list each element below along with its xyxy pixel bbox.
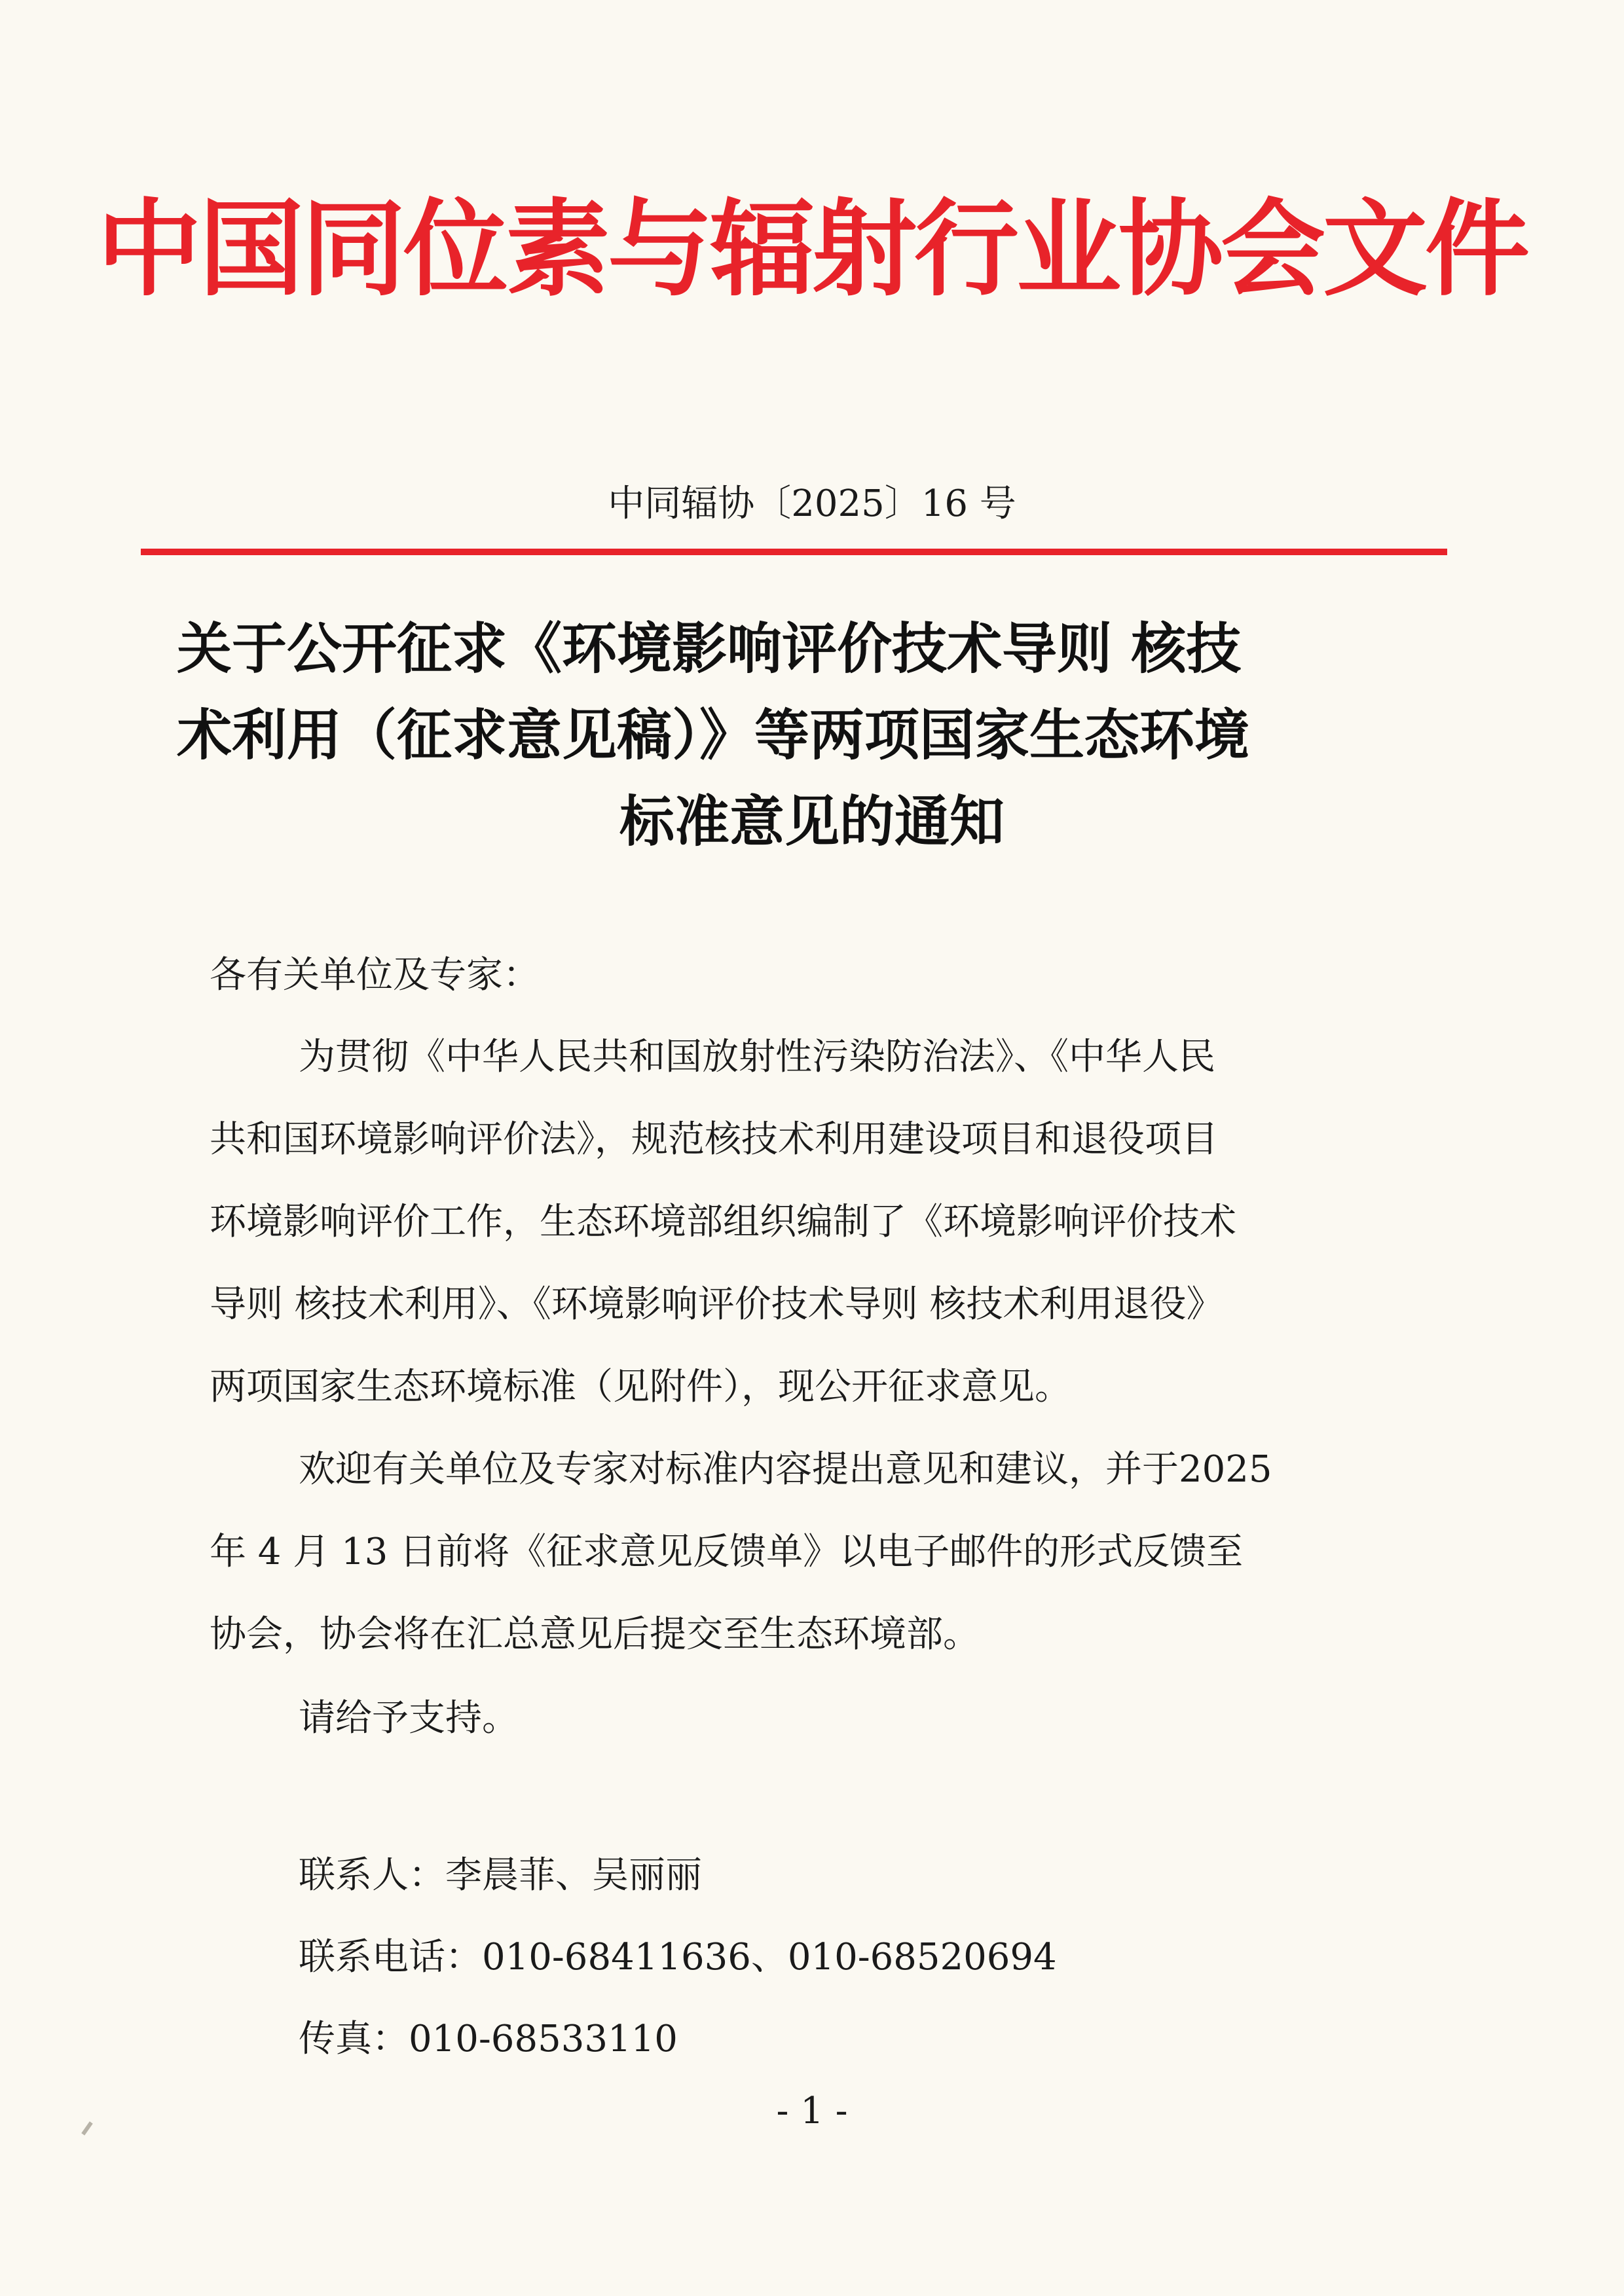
support-request: 请给予支持。 bbox=[299, 1697, 519, 1740]
page-number: - 1 - bbox=[776, 2090, 848, 2132]
paragraph-2-line: 协会，协会将在汇总意见后提交至生态环境部。 bbox=[210, 1613, 980, 1656]
contact-fax: 传真：010-68533110 bbox=[299, 2018, 678, 2060]
paragraph-1-line: 共和国环境影响评价法》，规范核技术利用建设项目和退役项目 bbox=[210, 1118, 1218, 1161]
paragraph-2-line: 欢迎有关单位及专家对标准内容提出意见和建议，并于2025 bbox=[299, 1448, 1272, 1491]
title-line-2: 术利用（征求意见稿）》等两项国家生态环境 bbox=[177, 703, 1250, 767]
paragraph-2-line: 年 4 月 13 日前将《征求意见反馈单》以电子邮件的形式反馈至 bbox=[210, 1531, 1244, 1573]
notice-title bbox=[177, 606, 1447, 865]
paragraph-1-line: 导则 核技术利用》、《环境影响评价技术导则 核技术利用退役》 bbox=[210, 1283, 1223, 1326]
body-paragraph-1 bbox=[210, 1025, 1414, 1437]
body-paragraph-2 bbox=[210, 1437, 1414, 1685]
paragraph-1-line: 两项国家生态环境标准（见附件），现公开征求意见。 bbox=[210, 1366, 1071, 1408]
salutation: 各有关单位及专家： bbox=[210, 954, 540, 996]
contact-phone: 联系电话：010-68411636、010-68520694 bbox=[299, 1936, 1057, 1978]
title-line-3: 标准意见的通知 bbox=[619, 790, 1005, 854]
contact-persons: 联系人：李晨菲、吴丽丽 bbox=[299, 1854, 702, 1897]
red-divider-rule bbox=[141, 549, 1447, 555]
paragraph-1-line: 环境影响评价工作，生态环境部组织编制了《环境影响评价技术 bbox=[210, 1201, 1236, 1243]
title-line-1: 关于公开征求《环境影响评价技术导则 核技 bbox=[177, 617, 1242, 681]
org-masthead-title: 中国同位素与辐射行业协会文件 bbox=[96, 187, 1527, 310]
paragraph-1-line: 为贯彻《中华人民共和国放射性污染防治法》、《中华人民 bbox=[299, 1036, 1215, 1078]
document-number: 中同辐协〔2025〕16 号 bbox=[608, 483, 1016, 525]
